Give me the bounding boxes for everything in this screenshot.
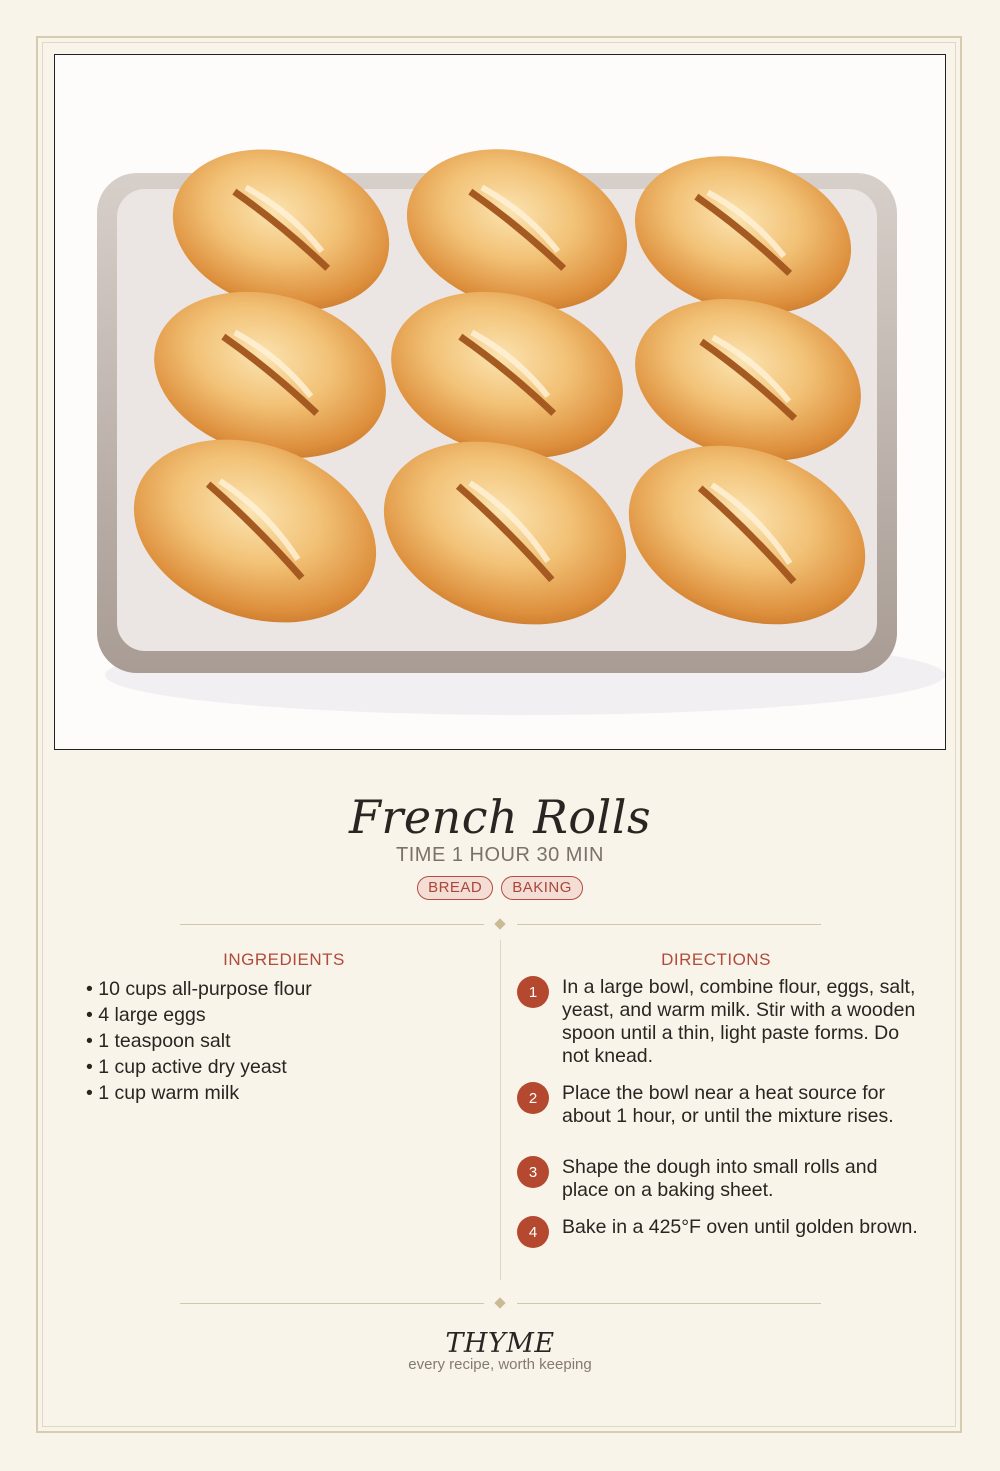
brand-tagline: every recipe, worth keeping [408,1356,592,1373]
ingredient-item: • 4 large eggs [86,1002,486,1028]
step-text: Shape the dough into small rolls and place on a baking sheet. [562,1156,878,1201]
ingredient-item: • 1 cup active dry yeast [86,1054,486,1080]
step-number-badge: 2 [517,1082,549,1114]
recipe-photo [54,54,946,750]
recipe-time: TIME 1 HOUR 30 MIN [396,844,604,866]
footer-divider-right [517,1303,821,1304]
direction-step [517,1082,927,1128]
step-number-badge: 4 [517,1216,549,1248]
direction-step [517,1156,927,1202]
ingredient-item: • 10 cups all-purpose flour [86,976,486,1002]
step-number-badge: 1 [517,976,549,1008]
brand-logo: THYME [445,1328,555,1359]
tag-list [0,876,1000,900]
column-divider [500,940,501,1280]
direction-step [517,976,927,1068]
step-text: Bake in a 425°F oven until golden brown. [562,1216,918,1238]
step-text: Place the bowl near a heat source for about 1 hour, or until the mixture rises. [562,1082,894,1127]
directions-heading: DIRECTIONS [661,950,771,969]
divider-left [180,924,484,925]
direction-step [517,1216,927,1248]
ingredient-item: • 1 cup warm milk [86,1080,486,1106]
tag-baking[interactable]: BAKING [501,876,583,900]
ingredients-heading: INGREDIENTS [223,950,345,969]
divider-right [517,924,821,925]
step-number-badge: 3 [517,1156,549,1188]
ingredients-list [86,976,486,1106]
ingredient-item: • 1 teaspoon salt [86,1028,486,1054]
bread-rolls [108,126,890,657]
step-text: In a large bowl, combine flour, eggs, salt, yeast, and warm milk. Stir with a wooden spoon until a thin, light paste forms. Do not knead. [562,976,916,1067]
recipe-title: French Rolls [348,790,652,844]
footer-divider-left [180,1303,484,1304]
tag-bread[interactable]: BREAD [417,876,493,900]
